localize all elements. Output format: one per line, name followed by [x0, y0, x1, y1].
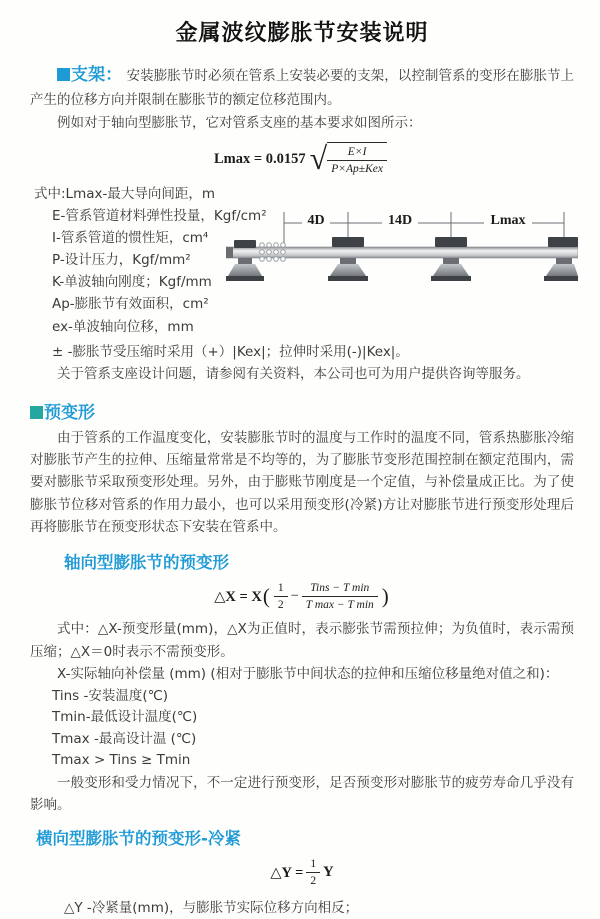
predeform-paragraph: 由于管系的工作温度变化，安装膨胀节时的温度与工作时的温度不同，管系热膨胀冷缩对膨胀节产生的拉伸、压缩量常常是不均等的，为了膨胀节变形范围控制在额定范围内，需要对膨胀节采取预变形处理。另外，由于膨账节刚度是一个定值，与补偿量成正比。为了使膨胀节位移对管系的作用力最小，也可以采用预变形(冷紧)方让对膨胀节进行预变形处理后再将膨胀节在预变形状态下安装在管系中。 — [30, 429, 574, 536]
lateral-formula-lhs: △Y = — [270, 864, 304, 881]
page-title: 金属波纹膨胀节安装说明 — [175, 21, 429, 46]
definition-line: E-管系管道材料弹性投量，Kgf/cm² — [52, 207, 267, 224]
temp-line: Tmax -最高设计温 (℃) — [52, 730, 197, 747]
axial-formula-lhs: △X = X — [214, 588, 262, 605]
lmax-formula-denominator: P×Ap±Kex — [331, 163, 383, 176]
pipe-end-cap — [226, 247, 233, 258]
section-square-icon — [30, 406, 43, 419]
definition-line: ex-单波轴向位移，mm — [52, 318, 194, 335]
half-denominator: 2 — [277, 599, 284, 611]
one-half-fraction — [306, 857, 320, 889]
dim-label-lmax: Lmax — [490, 212, 526, 228]
guide-support — [328, 237, 368, 281]
section-square-icon — [57, 68, 70, 81]
definition-line: P-设计压力，Kgf/mm² — [52, 252, 191, 269]
support-heading-label: 支架： — [71, 65, 123, 85]
plus-minus-note: ± -膨胀节受压缩时采用（+）|Kex|；拉伸时采用(-)|Kex|。 — [52, 343, 409, 360]
sqrt-radical — [309, 139, 390, 177]
radical-sign-icon: √ — [309, 139, 328, 176]
consult-note: 关于管系支座设计问题，请参阅有关资料，本公司也可为用户提供咨询等服务。 — [57, 366, 530, 383]
lateral-explain: △Y -冷紧量(mm)，与膨胀节实际位移方向相反； — [64, 899, 359, 916]
definition-line: 式中:Lmax-最大导向间距，m — [34, 185, 216, 202]
lmax-formula-fraction — [327, 142, 387, 177]
definitions-and-diagram — [30, 183, 574, 341]
open-paren: ( — [262, 584, 270, 608]
support-section-heading — [57, 65, 122, 85]
temp-line: Tmin-最低设计温度(℃) — [52, 709, 198, 726]
predeform-section-heading — [30, 398, 574, 423]
definition-line: K-单波轴向刚度；Kgf/mm — [52, 274, 212, 291]
minus-sign: − — [290, 588, 299, 604]
lmax-formula-lhs: Lmax = 0.0157 — [214, 150, 306, 167]
support-example-line: 例如对于轴向型膨胀节，它对管系支座的基本要求如图所示： — [57, 114, 422, 131]
axial-note: 一般变形和受力情况下，不一定进行预变形，足否预变形对膨胀节的疲劳寿命几乎没有影响。 — [30, 774, 574, 814]
guide-support — [544, 237, 578, 281]
lmax-formula-numerator: E×I — [327, 145, 387, 161]
temp-line: Tmax > Tins ≥ Tmin — [52, 752, 191, 769]
pipe-support-diagram — [226, 207, 578, 289]
half-denominator: 2 — [310, 875, 317, 888]
lateral-predeform-formula — [30, 857, 574, 889]
predeform-heading-label: 预变形 — [44, 402, 95, 423]
guide-support — [431, 237, 471, 281]
dim-label-4d: 4D — [307, 212, 325, 228]
temp-line: Tins -安装温度(℃) — [52, 687, 169, 704]
definition-line: I-管系管道的惯性矩，cm⁴ — [52, 230, 209, 247]
lateral-subsection-heading: 横向型膨胀节的预变形-冷紧 — [36, 828, 241, 848]
dim-label-14d: 14D — [387, 212, 413, 228]
temperature-numerator: Tins − T min — [302, 581, 378, 597]
lmax-formula — [30, 139, 574, 177]
half-numerator: 1 — [274, 581, 288, 597]
half-numerator: 1 — [306, 857, 320, 873]
close-paren: ) — [381, 584, 389, 608]
axial-explain-1: 式中：△X-预变形量(mm)，△X为正值时，表示膨张节需预拉伸；为负值时，表示需预压缩；△X＝0时表示不需预变形。 — [30, 621, 574, 660]
anchor-support — [226, 240, 264, 281]
support-intro-text: 安装膨胀节时必须在管系上安装必要的支架，以控制管系的变形在膨胀节上产生的位移方向并限制在膨胀节的额定位移范围内。 — [30, 68, 575, 109]
pipe — [226, 247, 578, 258]
one-half-fraction — [274, 581, 288, 613]
temperature-denominator: T max − T min — [305, 599, 374, 611]
temperature-definitions — [30, 686, 574, 772]
axial-subsection-heading: 轴向型膨胀节的预变形 — [64, 552, 229, 572]
axial-predeform-formula — [30, 581, 574, 613]
support-intro-paragraph — [30, 61, 574, 112]
axial-explain-2: X-实际轴向补偿量 (mm) (相对于膨胀节中间状态的拉伸和压缩位移量绝对值之和)： — [57, 666, 559, 683]
definition-line: Ap-膨胀节有效面积，cm² — [52, 296, 209, 313]
lateral-formula-rhs: Y — [323, 864, 334, 881]
temperature-fraction — [302, 581, 378, 613]
